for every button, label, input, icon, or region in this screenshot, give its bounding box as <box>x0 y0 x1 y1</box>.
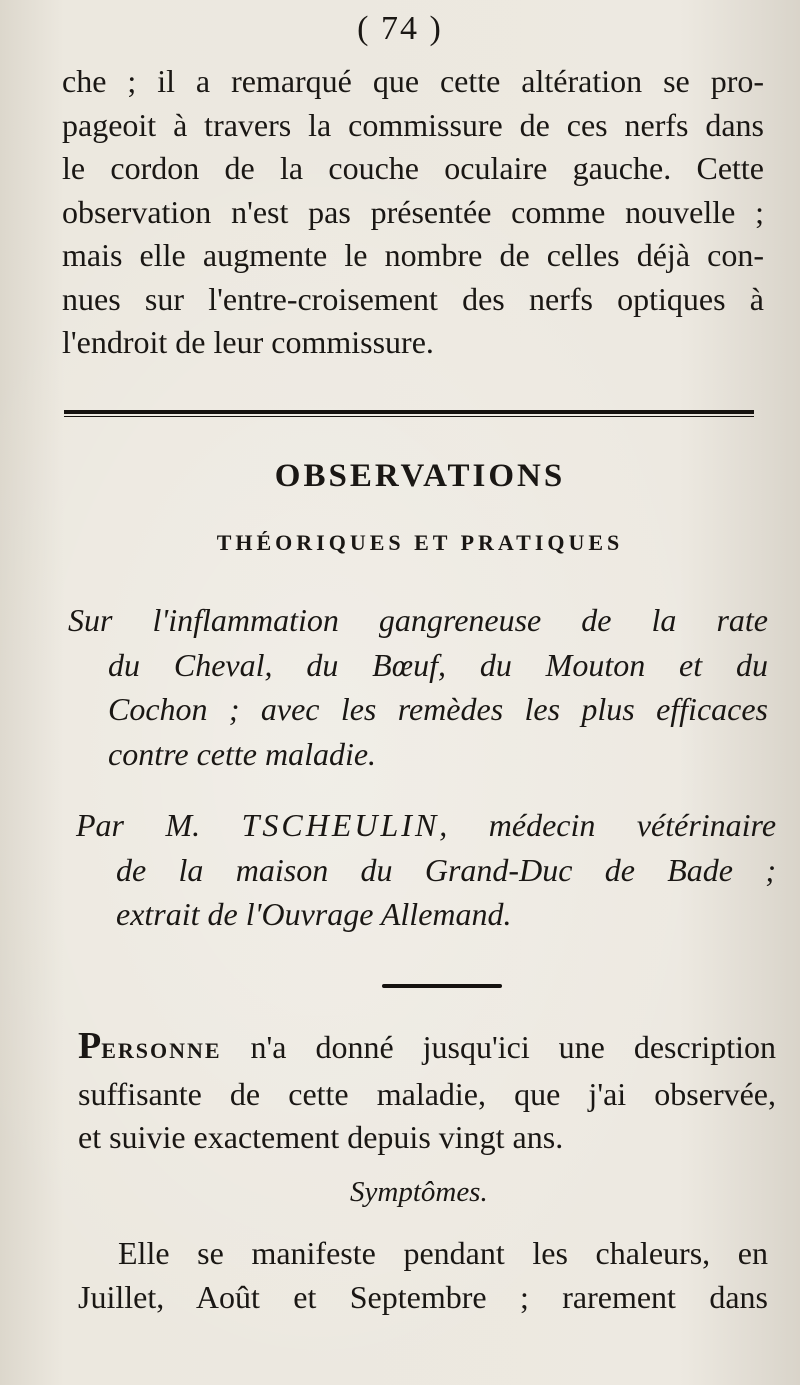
article-subheading: THÉORIQUES ET PRATIQUES <box>216 530 624 555</box>
text-line: le cordon de la couche oculaire gauche. Cette <box>62 150 764 186</box>
author-line <box>76 803 776 848</box>
text-line: Juillet, Août et Septembre ; rarement dans <box>78 1278 768 1315</box>
title-line: Cochon ; avec les remèdes les plus efficaces <box>108 691 768 727</box>
body-paragraph-2 <box>78 1232 768 1319</box>
text-line: observation n'est pas présentée comme nouvelle ; <box>62 193 764 230</box>
section-divider-thin <box>64 416 754 417</box>
line-rest: n'a donné jusqu'ici une description <box>221 1029 776 1065</box>
author-prefix: Par M. <box>76 807 201 843</box>
article-title <box>68 598 768 776</box>
author-credit <box>76 803 776 937</box>
text-line: nues sur l'entre-croisement des nerfs optiques à <box>62 280 764 317</box>
text-line <box>78 1025 776 1073</box>
short-divider <box>382 984 502 988</box>
article-heading: OBSERVATIONS <box>274 458 566 494</box>
text-line: l'endroit de leur commissure. <box>62 324 434 360</box>
author-line: de la maison du Grand-Duc de Bade ; <box>116 851 776 888</box>
section-divider-thick <box>64 410 754 414</box>
text-line: pageoit à travers la commissure de ces nerfs dans <box>62 106 764 143</box>
author-role: , médecin vétérinaire <box>439 807 777 843</box>
title-line: contre cette maladie. <box>108 735 377 772</box>
title-line: du Cheval, du Bœuf, du Mouton et du <box>108 646 768 683</box>
small-caps-word: ERSONNE <box>101 1038 222 1063</box>
author-line: extrait de l'Ouvrage Allemand. <box>116 896 512 932</box>
body-paragraph <box>78 1025 776 1160</box>
drop-cap: P <box>78 1025 102 1067</box>
text-line: et suivie exactement depuis vingt ans. <box>78 1119 564 1155</box>
page-number: ( 74 ) <box>357 10 443 47</box>
section-title: Symptômes. <box>350 1176 488 1208</box>
text-line: suffisante de cette maladie, que j'ai observée, <box>78 1075 776 1112</box>
text-line: mais elle augmente le nombre de celles déjà con- <box>62 237 764 273</box>
text-line: Elle se manifeste pendant les chaleurs, en <box>118 1235 768 1271</box>
title-line: Sur l'inflammation gangreneuse de la rate <box>68 602 768 638</box>
text-line: che ; il a remarqué que cette altération se pro- <box>62 63 764 99</box>
author-name: TSCHEULIN <box>241 807 440 843</box>
continued-paragraph <box>62 60 764 365</box>
